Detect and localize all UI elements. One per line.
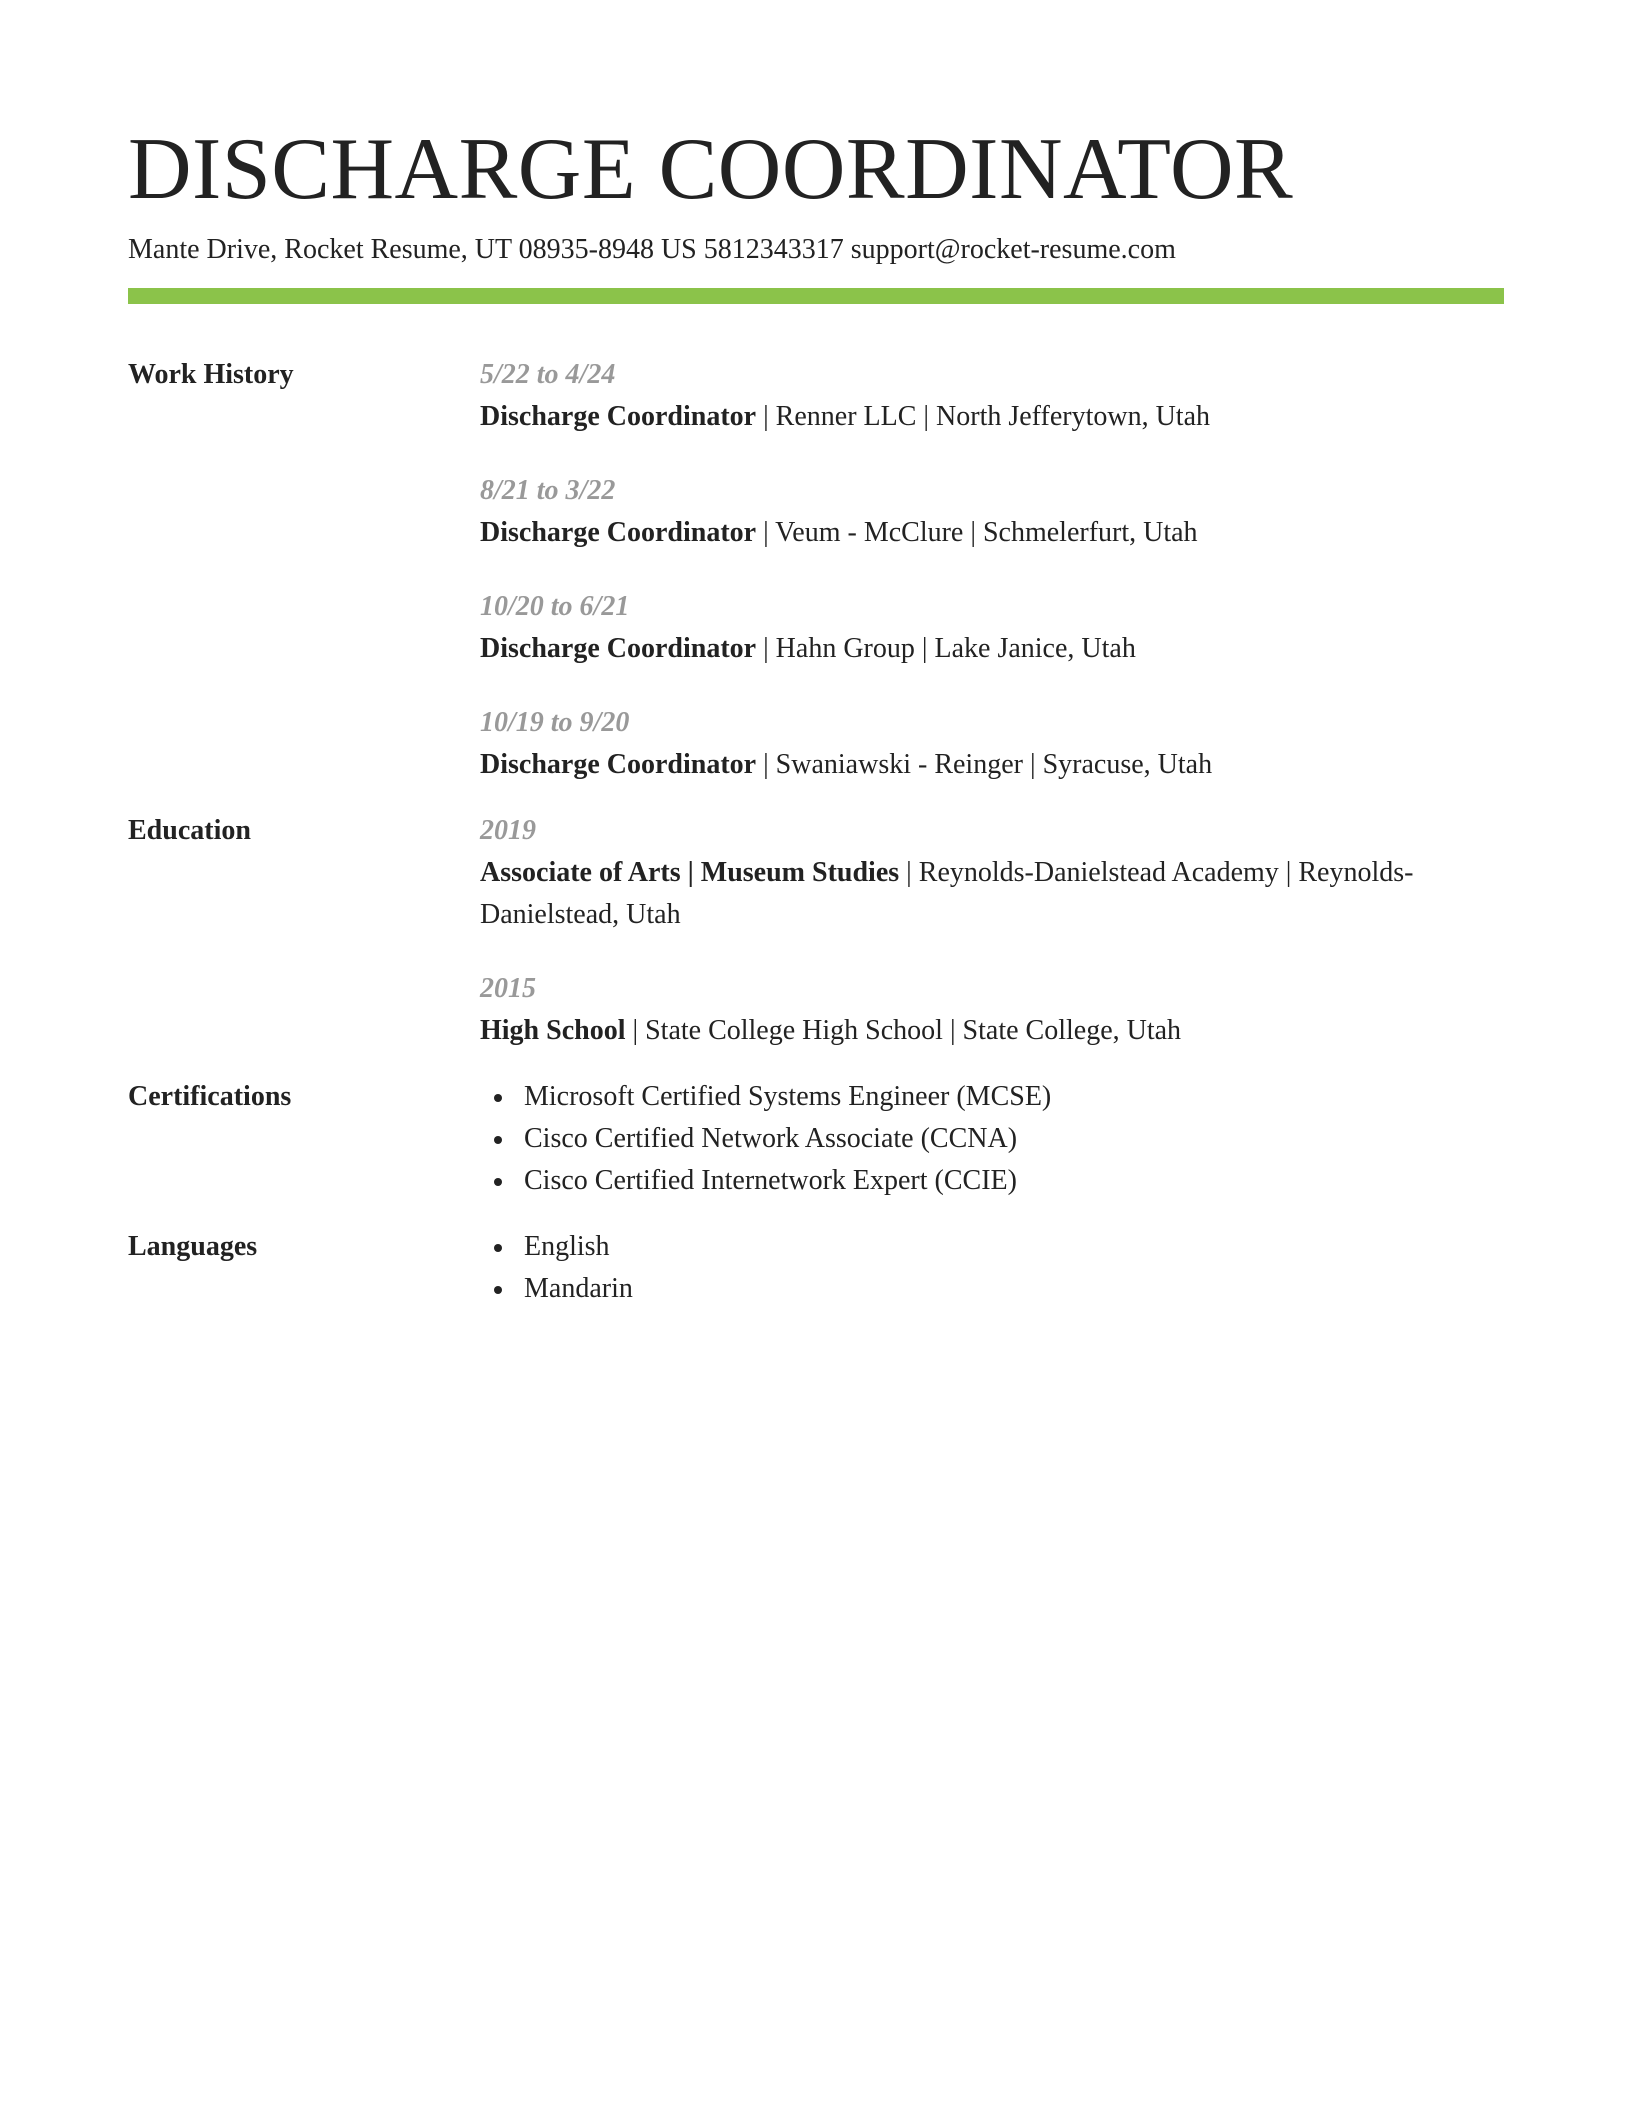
education-date: 2019 [480, 815, 536, 846]
certifications-section [128, 1076, 1504, 1202]
education-details: | State College High School | State College, Utah [625, 1015, 1182, 1046]
contact-line: Mante Drive, Rocket Resume, UT 08935-8948 US 5812343317 support@rocket-resume.com [128, 234, 1176, 265]
accent-divider [128, 288, 1504, 304]
language-item: English [480, 1226, 1504, 1268]
work-details: | Swaniawski - Reinger | Syracuse, Utah [756, 749, 1213, 780]
education-line [480, 852, 1504, 936]
work-date: 10/20 to 6/21 [480, 591, 630, 622]
resume-title: DISCHARGE COORDINATOR [128, 121, 1294, 218]
section-label-certifications: Certifications [128, 1081, 292, 1112]
work-entry [480, 354, 1504, 438]
section-label-work-history: Work History [128, 359, 294, 390]
work-line [480, 628, 1504, 670]
work-entry [480, 702, 1504, 786]
work-line [480, 512, 1504, 554]
work-entry [480, 470, 1504, 554]
work-details: | Hahn Group | Lake Janice, Utah [756, 633, 1136, 664]
education-details: | Reynolds-Danielstead Academy | Reynolds-Danielstead, Utah [480, 857, 1414, 930]
work-entry [480, 586, 1504, 670]
work-history-section [128, 354, 1504, 786]
certification-item: Cisco Certified Internetwork Expert (CCIE) [480, 1160, 1504, 1202]
resume-page [128, 120, 1504, 1334]
work-line [480, 744, 1504, 786]
work-details: | Veum - McClure | Schmelerfurt, Utah [756, 517, 1198, 548]
work-role: Discharge Coordinator [480, 517, 757, 548]
education-section [128, 810, 1504, 1052]
certification-item: Microsoft Certified Systems Engineer (MCSE) [480, 1076, 1504, 1118]
certifications-list [480, 1076, 1504, 1202]
work-role: Discharge Coordinator [480, 633, 757, 664]
certification-item: Cisco Certified Network Associate (CCNA) [480, 1118, 1504, 1160]
work-role: Discharge Coordinator [480, 749, 757, 780]
education-degree: High School [480, 1015, 626, 1046]
work-details: | Renner LLC | North Jefferytown, Utah [756, 401, 1210, 432]
education-list [480, 810, 1504, 1052]
education-line [480, 1010, 1504, 1052]
section-label-languages: Languages [128, 1231, 258, 1262]
work-line [480, 396, 1504, 438]
work-history-list [480, 354, 1504, 786]
certifications-body [480, 1076, 1504, 1202]
language-item: Mandarin [480, 1268, 1504, 1310]
work-date: 10/19 to 9/20 [480, 707, 630, 738]
education-degree: Associate of Arts | Museum Studies [480, 857, 900, 888]
education-entry [480, 968, 1504, 1052]
section-label-education: Education [128, 815, 251, 846]
languages-list [480, 1226, 1504, 1310]
work-role: Discharge Coordinator [480, 401, 757, 432]
education-date: 2015 [480, 973, 536, 1004]
work-date: 5/22 to 4/24 [480, 359, 616, 390]
resume-sections [128, 354, 1504, 1310]
education-entry [480, 810, 1504, 936]
languages-body [480, 1226, 1504, 1310]
work-date: 8/21 to 3/22 [480, 475, 616, 506]
languages-section [128, 1226, 1504, 1310]
